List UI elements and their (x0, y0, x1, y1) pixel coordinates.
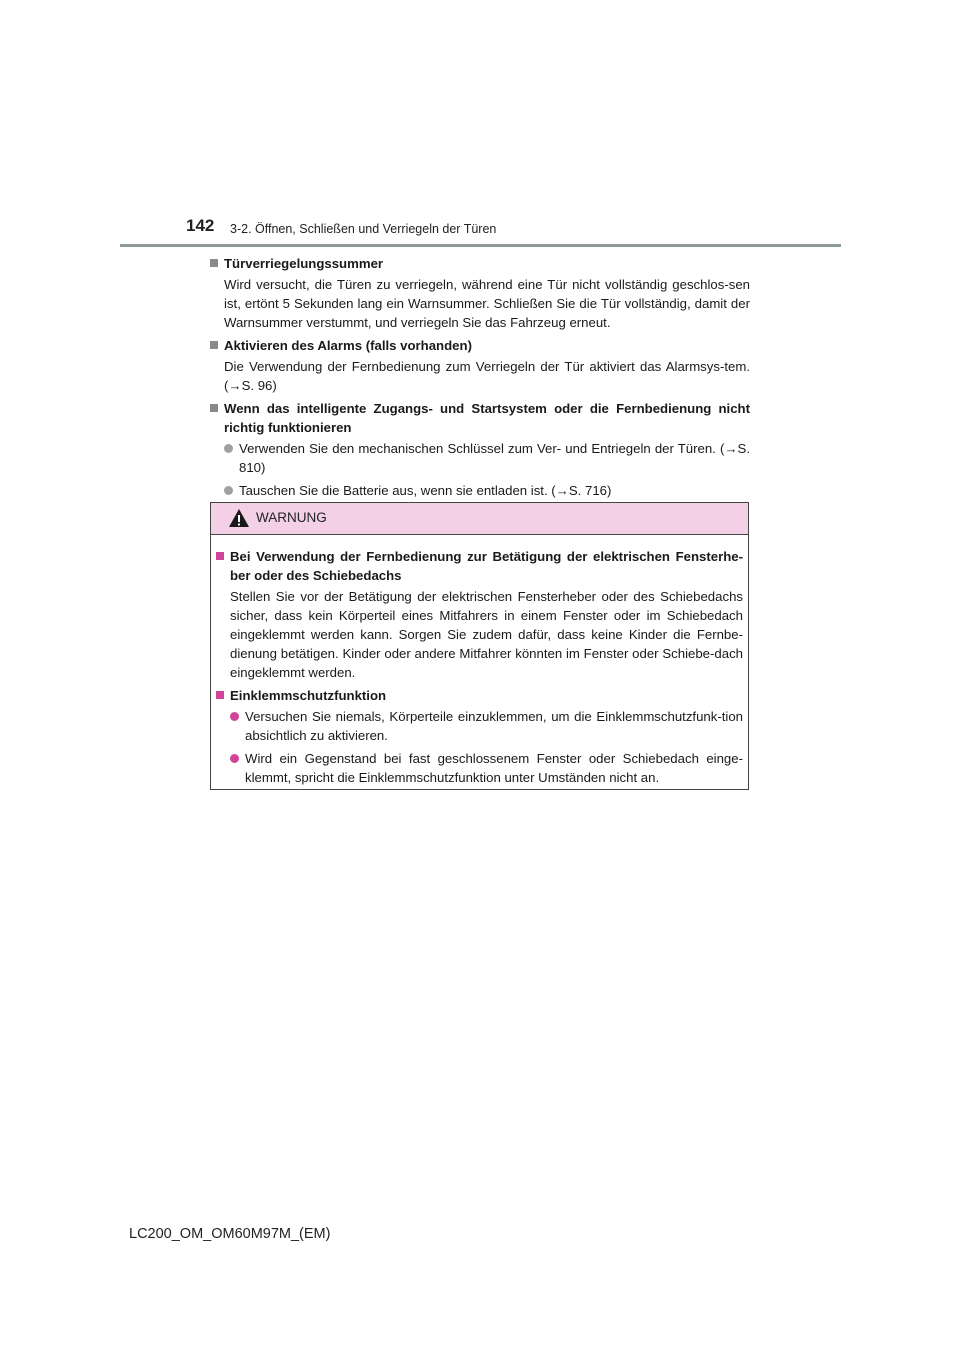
warning-body (211, 535, 748, 787)
circle-bullet-icon (224, 444, 233, 453)
main-content (210, 254, 750, 504)
square-bullet-icon (216, 691, 224, 699)
section-text: Wird versucht, die Türen zu verriegeln, während eine Tür nicht vollständig geschlos-sen ist, ertönt 5 Sekunden lang ein Warnsummer. Schließen Sie die Tür vollständig, damit der Warnsummer verstummt, und verriegeln Sie das Fahrzeug erneut. (224, 277, 750, 330)
section-smart-entry-malfunction (210, 399, 750, 500)
list-item: Tauschen Sie die Batterie aus, wenn sie entladen ist. (→S. 716) (224, 481, 750, 500)
warning-label: WARNUNG (256, 510, 327, 525)
list-item: Wird ein Gegenstand bei fast geschlossenem Fenster oder Schiebedach einge-klemmt, spricht die Einklemmschutzfunktion unter Umständen nicht an. (230, 749, 743, 787)
section-title: 3-2. Öffnen, Schließen und Verriegeln der Türen (230, 222, 497, 236)
warning-header (211, 503, 748, 535)
square-bullet-icon (210, 259, 218, 267)
list-item: Verwenden Sie den mechanischen Schlüssel zum Ver- und Entriegeln der Türen. (→S. 810) (224, 439, 750, 477)
warning-text: Stellen Sie vor der Betätigung der elektrischen Fensterheber oder des Schiebedachs sicher, dass kein Körperteil eines Mitfahrers in einem Fenster oder im Schiebedach eingeklemmt werden kann. Sorgen Sie zudem dafür, dass keine Kinder die Fernbe-dienung betätigen. Kinder oder andere Mitfahrer könnten im Fenster oder Schiebe-dach eingeklemmt werden. (230, 589, 743, 680)
section-alarm (210, 336, 750, 395)
warning-heading: Einklemmschutzfunktion (216, 686, 743, 705)
header-rule (120, 244, 841, 247)
page-number: 142 (186, 216, 215, 235)
list-item: Versuchen Sie niemals, Körperteile einzuklemmen, um die Einklemmschutzfunk-tion absichtlich zu aktivieren. (230, 707, 743, 745)
square-bullet-icon (210, 404, 218, 412)
document-code: LC200_OM_OM60M97M_(EM) (129, 1226, 331, 1242)
circle-bullet-icon (230, 754, 239, 763)
warning-box (210, 502, 749, 790)
square-bullet-icon (210, 341, 218, 349)
warning-heading: Bei Verwendung der Fernbedienung zur Betätigung der elektrischen Fensterhe-ber oder des Schiebedachs (216, 547, 743, 585)
section-door-lock-buzzer (210, 254, 750, 332)
circle-bullet-icon (224, 486, 233, 495)
section-heading: Wenn das intelligente Zugangs- und Startsystem oder die Fernbedienung nicht richtig funktionieren (210, 399, 750, 437)
circle-bullet-icon (230, 712, 239, 721)
square-bullet-icon (216, 552, 224, 560)
section-heading: Türverriegelungssummer (210, 254, 750, 273)
section-heading: Aktivieren des Alarms (falls vorhanden) (210, 336, 750, 355)
section-text: Die Verwendung der Fernbedienung zum Verriegeln der Tür aktiviert das Alarmsys-tem. (→S. 96) (224, 359, 750, 393)
warning-triangle-icon (228, 508, 250, 528)
